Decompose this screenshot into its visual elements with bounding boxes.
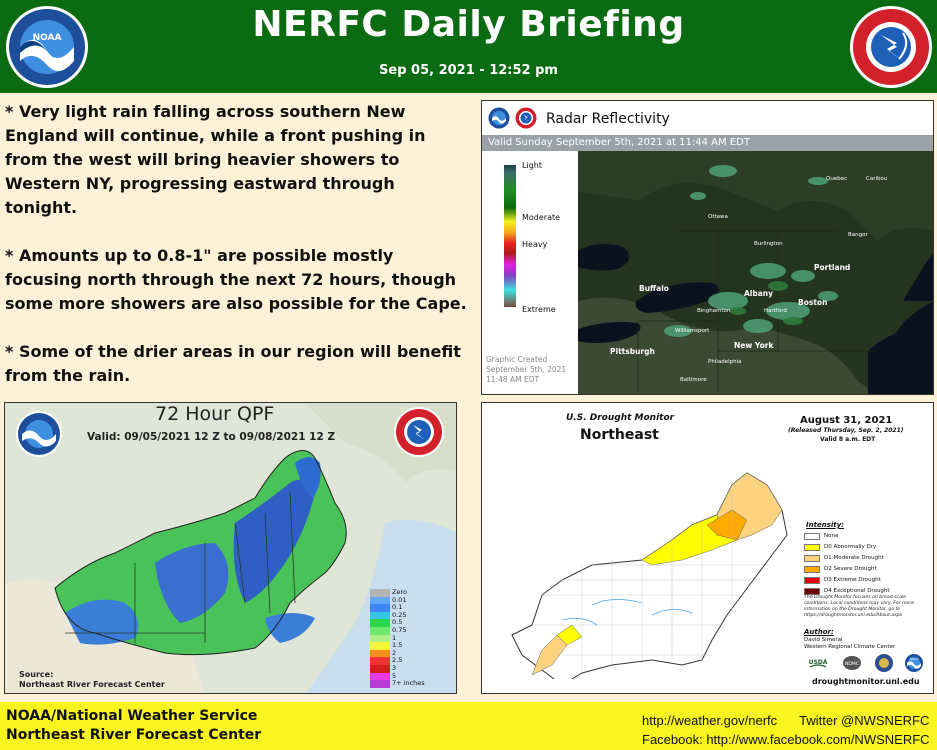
qpf-legend-label: 3: [392, 663, 397, 672]
radar-map: [578, 151, 934, 395]
briefing-datetime: Sep 05, 2021 - 12:52 pm: [379, 63, 558, 78]
drought-author-name: David Simeral: [804, 637, 843, 643]
qpf-legend-swatch: [370, 619, 390, 627]
page-title: NERFC Daily Briefing: [252, 4, 685, 45]
drought-title: U.S. Drought Monitor: [566, 413, 675, 423]
radar-legend-extreme: Extreme: [522, 305, 556, 314]
drought-region: Northeast: [580, 427, 659, 443]
drought-author: [804, 637, 895, 651]
city-ottawa: Ottawa: [708, 214, 728, 220]
qpf-source: [19, 670, 165, 690]
qpf-nws-icon: [387, 405, 451, 459]
qpf-legend: [370, 589, 432, 688]
drought-legend-label: D0 Abnormally Dry: [824, 544, 877, 550]
qpf-legend-label: 0.75: [392, 625, 407, 634]
drought-legend-label: D1 Moderate Drought: [824, 555, 884, 561]
city-albany: Albany: [744, 289, 774, 298]
city-burlington: Burlington: [754, 241, 783, 247]
qpf-source-name: Northeast River Forecast Center: [19, 680, 165, 689]
svg-text:NDMC: NDMC: [845, 662, 859, 667]
qpf-legend-swatch: [370, 635, 390, 643]
drought-author-label: Author:: [804, 628, 834, 636]
svg-text:NOAA: NOAA: [32, 33, 62, 43]
qpf-valid-period: Valid: 09/05/2021 12 Z to 09/08/2021 12 Z: [87, 431, 336, 443]
qpf-legend-swatch: [370, 612, 390, 620]
qpf-legend-label: 0.25: [392, 610, 407, 619]
usdoc-logo-icon: [874, 653, 894, 673]
qpf-legend-swatch: [370, 650, 390, 658]
footer-org-nerfc: Northeast River Forecast Center: [6, 727, 262, 743]
city-new-york: New York: [734, 341, 774, 350]
qpf-source-label: Source:: [19, 670, 54, 679]
city-pittsburgh: Pittsburgh: [610, 347, 655, 356]
drought-url: droughtmonitor.unl.edu: [812, 677, 920, 686]
city-bangor: Bangor: [848, 232, 868, 238]
radar-header: [482, 101, 933, 135]
bullet-rain-front: * Very light rain falling across southern New England will continue, while a front pushing in from the west will bring heavier showers to Western NY, progressing eastward through tonight.: [5, 102, 426, 217]
city-quebec: Quebec: [826, 176, 848, 182]
drought-date: August 31, 2021: [800, 415, 893, 426]
qpf-legend-row: [370, 642, 432, 650]
qpf-legend-label: 0.01: [392, 595, 407, 604]
footer-twitter-link[interactable]: Twitter @NWSNERFC: [799, 713, 930, 728]
qpf-legend-label: 0.1: [392, 603, 403, 612]
nws-small-icon: [515, 107, 537, 129]
qpf-legend-label: 2.5: [392, 656, 403, 665]
drought-legend-swatch: [804, 555, 820, 562]
qpf-legend-label: 0.5: [392, 618, 403, 627]
city-hartford: Hartford: [764, 308, 787, 314]
qpf-legend-swatch: [370, 680, 390, 688]
drought-legend-swatch: [804, 544, 820, 551]
drought-legend-swatch: [804, 577, 820, 584]
drought-noaa-logo-icon: [904, 653, 924, 673]
city-williamsport: Williamsport: [675, 328, 710, 334]
radar-valid-time: Valid Sunday September 5th, 2021 at 11:44 AM EDT: [482, 135, 933, 151]
qpf-legend-swatch: [370, 665, 390, 673]
city-philadelphia: Philadelphia: [708, 359, 742, 365]
qpf-legend-label: 1.5: [392, 641, 403, 650]
radar-legend-heavy: Heavy: [522, 240, 548, 249]
footer-facebook-link[interactable]: Facebook: http://www.facebook.com/NWSNERFC: [642, 732, 930, 747]
footer-bar: [0, 702, 937, 750]
footer-org: [6, 707, 261, 745]
drought-author-affiliation: Western Regional Climate Center: [804, 644, 896, 650]
radar-color-bar: [504, 165, 516, 307]
drought-legend-swatch: [804, 588, 820, 595]
qpf-legend-label: 5: [392, 671, 397, 680]
drought-legend-label: D4 Exceptional Drought: [824, 588, 890, 594]
radar-created-label: Graphic Created: [486, 355, 548, 364]
noaa-small-icon: [488, 107, 510, 129]
city-binghamton: Binghamton: [697, 308, 731, 314]
bullet-drier-areas: * Some of the drier areas in our region will benefit from the rain.: [5, 342, 461, 385]
usda-logo-icon: [808, 655, 828, 671]
radar-legend-light: Light: [522, 161, 542, 170]
qpf-legend-row: [370, 657, 432, 665]
qpf-panel: [4, 402, 457, 694]
qpf-title: 72 Hour QPF: [155, 403, 275, 425]
drought-map: [502, 465, 792, 679]
qpf-legend-row: [370, 680, 432, 688]
qpf-legend-swatch: [370, 642, 390, 650]
city-buffalo: Buffalo: [639, 284, 669, 293]
svg-text:NOAA: NOAA: [909, 657, 919, 661]
qpf-noaa-icon: [11, 409, 67, 459]
qpf-legend-label: 7+ inches: [392, 679, 425, 688]
qpf-legend-row: [370, 627, 432, 635]
qpf-legend-label: 2: [392, 648, 397, 657]
bullet-amounts: * Amounts up to 0.8-1" are possible mostly focusing north through the next 72 hours, though some more showers are also possible for the Cape.: [5, 246, 467, 313]
drought-legend-label: D3 Extreme Drought: [824, 577, 881, 583]
footer-website-link[interactable]: http://weather.gov/nerfc: [642, 713, 778, 728]
qpf-legend-swatch: [370, 673, 390, 681]
drought-valid: Valid 8 a.m. EDT: [820, 436, 876, 443]
qpf-legend-label: Zero: [392, 588, 407, 596]
nws-logo-icon: [849, 5, 933, 89]
briefing-bullets: [5, 100, 470, 412]
drought-legend-swatch: [804, 533, 820, 540]
city-boston: Boston: [798, 298, 828, 307]
radar-created-date: September 5th, 2021: [486, 365, 567, 374]
qpf-legend-swatch: [370, 657, 390, 665]
drought-note: The Drought Monitor focuses on broad-scale conditions. Local conditions may vary. For more information on the Drought Monitor, go to https://droughtmonitor.unl.edu/About.aspx: [804, 595, 915, 618]
radar-reflectivity-panel: [481, 100, 934, 395]
drought-legend-swatch: [804, 566, 820, 573]
drought-intensity-label: Intensity:: [806, 521, 844, 529]
ndmc-logo-icon: [842, 653, 862, 673]
drought-legend-label: None: [824, 533, 839, 539]
svg-text:USDA: USDA: [808, 659, 828, 666]
radar-legend-moderate: Moderate: [522, 213, 561, 222]
qpf-legend-swatch: [370, 604, 390, 612]
qpf-legend-swatch: [370, 589, 390, 597]
radar-legend: [482, 151, 578, 395]
city-baltimore: Baltimore: [680, 377, 707, 383]
city-caribou: Caribou: [866, 176, 888, 182]
drought-released: (Released Thursday, Sep. 2, 2021): [788, 427, 904, 434]
drought-monitor-panel: [481, 402, 934, 694]
footer-org-nws: NOAA/National Weather Service: [6, 708, 258, 724]
radar-created-time: 11:48 AM EDT: [486, 375, 540, 384]
footer-links-row: [642, 713, 929, 728]
city-portland: Portland: [814, 263, 851, 272]
qpf-legend-swatch: [370, 597, 390, 605]
radar-title: Radar Reflectivity: [546, 111, 670, 127]
header-banner: [0, 0, 937, 93]
drought-legend-label: D2 Severe Drought: [824, 566, 877, 572]
qpf-legend-label: 1: [392, 633, 397, 642]
qpf-legend-swatch: [370, 627, 390, 635]
qpf-legend-row: [370, 665, 432, 673]
